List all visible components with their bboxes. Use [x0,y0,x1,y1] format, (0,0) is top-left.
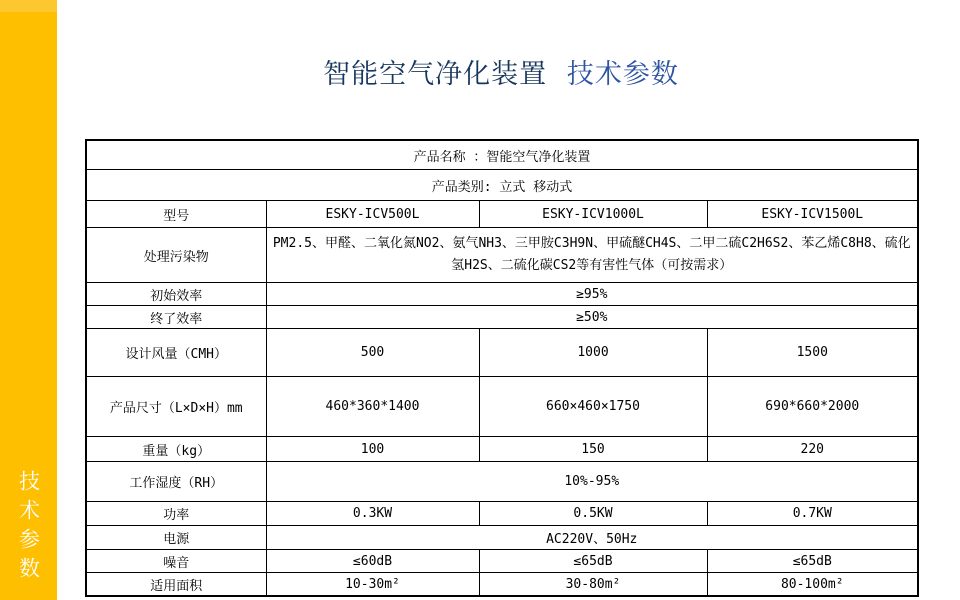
spec-value-cell: 220 [707,437,918,462]
table-row-pollutants [86,228,918,283]
table-row-dimensions [86,377,918,437]
sidebar-vertical-label: 技术参数 [16,470,41,586]
table-row-power-supply [86,526,918,550]
spec-label-cell: 重量（kg） [86,437,266,462]
page-title-main: 智能空气净化装置 [323,59,548,89]
spec-value-cell: 30-80m² [479,573,707,597]
spec-label-cell: 产品尺寸（L×D×H）mm [86,377,266,437]
spec-value-cell: 150 [479,437,707,462]
spec-value-cell: 1500 [707,329,918,377]
table-row-product-name [86,140,918,170]
table-row-noise [86,550,918,573]
table-row-weight [86,437,918,462]
spec-value-cell: 0.5KW [479,502,707,526]
table-row-initial-efficiency [86,283,918,306]
spec-label-cell: 电源 [86,526,266,550]
spec-label-cell: 噪音 [86,550,266,573]
spec-value-cell: 0.7KW [707,502,918,526]
sidebar-accent-cap [0,0,57,12]
spec-span-cell: ≥95% [266,283,918,306]
spec-value-cell: 460*360*1400 [266,377,479,437]
table-row-product-category [86,170,918,201]
spec-value-cell: 660×460×1750 [479,377,707,437]
spec-value-cell: 690*660*2000 [707,377,918,437]
table-row-model [86,201,918,228]
spec-value-cell: 10-30m² [266,573,479,597]
spec-value-cell: ESKY-ICV500L [266,201,479,228]
spec-value-cell: ≤65dB [479,550,707,573]
table-row-final-efficiency [86,306,918,329]
product-category-cell: 产品类别: 立式 移动式 [86,170,918,201]
sidebar-accent-bar [0,0,57,600]
spec-label-cell: 型号 [86,201,266,228]
spec-span-cell: AC220V、50Hz [266,526,918,550]
spec-value-cell: ≤65dB [707,550,918,573]
spec-label-cell: 初始效率 [86,283,266,306]
spec-value-cell: 500 [266,329,479,377]
table-row-power [86,502,918,526]
spec-value-cell: ESKY-ICV1500L [707,201,918,228]
spec-table [85,139,919,597]
page-title [85,52,917,91]
table-row-airflow [86,329,918,377]
spec-span-cell: 10%-95% [266,462,918,502]
spec-value-cell: 80-100m² [707,573,918,597]
spec-span-cell: PM2.5、甲醛、二氧化氮NO2、氨气NH3、三甲胺C3H9N、甲硫醚CH4S、二甲二硫C2H6S2、苯乙烯C8H8、硫化氢H2S、二硫化碳CS2等有害性气体（可按需求） [266,228,918,283]
table-row-humidity [86,462,918,502]
spec-label-cell: 终了效率 [86,306,266,329]
spec-value-cell: 0.3KW [266,502,479,526]
spec-label-cell: 设计风量（CMH） [86,329,266,377]
spec-span-cell: ≥50% [266,306,918,329]
spec-label-cell: 适用面积 [86,573,266,597]
spec-value-cell: ≤60dB [266,550,479,573]
spec-label-cell: 工作湿度（RH） [86,462,266,502]
spec-value-cell: 100 [266,437,479,462]
spec-value-cell: ESKY-ICV1000L [479,201,707,228]
spec-value-cell: 1000 [479,329,707,377]
table-row-coverage-area [86,573,918,597]
spec-label-cell: 功率 [86,502,266,526]
product-name-cell: 产品名称 ：智能空气净化装置 [86,140,918,170]
spec-label-cell: 处理污染物 [86,228,266,283]
page-title-sub: 技术参数 [566,59,679,89]
